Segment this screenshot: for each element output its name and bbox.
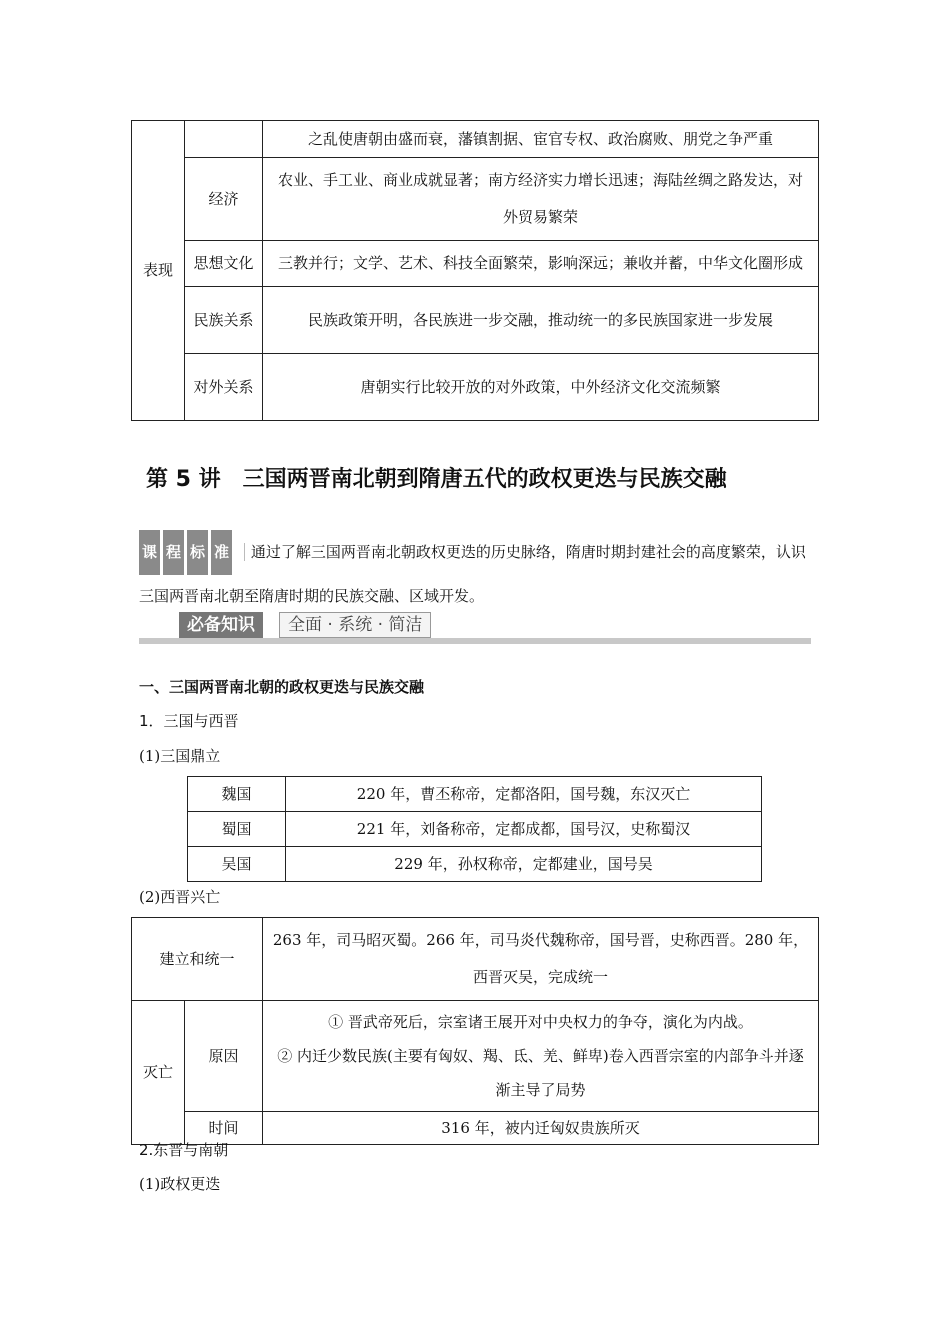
item-heading: (1)政权更迭	[139, 1175, 221, 1193]
section-heading: 一、三国两晋南北朝的政权更迭与民族交融	[139, 678, 425, 696]
top-table-row-content: 唐朝实行比较开放的对外政策，中外经济文化交流频繁	[263, 354, 819, 421]
kingdom-desc: 229 年，孙权称帝，定都建业，国号吴	[286, 847, 762, 882]
top-table	[131, 120, 819, 421]
top-table-row-content: 三教并行；文学、艺术、科技全面繁荣，影响深远；兼收并蓄，中华文化圈形成	[263, 241, 819, 287]
item-heading: (1)三国鼎立	[139, 747, 221, 765]
curriculum-label	[139, 543, 245, 561]
cause-item: ② 内迁少数民族(主要有匈奴、羯、氐、羌、鲜卑)卷入西晋宗室的内部争斗并逐渐主导了局势	[277, 1047, 804, 1099]
curriculum-label-char: 标	[187, 530, 208, 575]
kingdom-name: 蜀国	[188, 812, 286, 847]
top-table-row-label: 经济	[185, 158, 263, 241]
curriculum-standard	[139, 530, 811, 618]
kingdom-desc: 221 年，刘备称帝，定都成都，国号汉，史称蜀汉	[286, 812, 762, 847]
top-table-row-content: 民族政策开明，各民族进一步交融，推动统一的多民族国家进一步发展	[263, 287, 819, 354]
three-kingdoms-table	[187, 776, 762, 882]
time-text: 316 年，被内迁匈奴贵族所灭	[263, 1112, 819, 1145]
founding-text: 263 年，司马昭灭蜀。266 年，司马炎代魏称帝，国号晋，史称西晋。280 年，西晋灭吴，完成统一	[263, 918, 819, 1001]
item-heading: (2)西晋兴亡	[139, 888, 221, 906]
banner-sub-label: 全面 · 系统 · 简洁	[279, 612, 431, 638]
top-table-row-content: 农业、手工业、商业成就显著；南方经济实力增长迅速；海陆丝绸之路发达，对外贸易繁荣	[263, 158, 819, 241]
banner-bar	[139, 638, 811, 644]
fall-label: 灭亡	[132, 1001, 185, 1145]
cause-item: ① 晋武帝死后，宗室诸王展开对中央权力的争夺，演化为内战。	[328, 1013, 753, 1031]
cause-content	[263, 1001, 819, 1112]
kingdom-name: 魏国	[188, 777, 286, 812]
top-table-row-label: 民族关系	[185, 287, 263, 354]
curriculum-label-char: 准	[211, 530, 232, 575]
curriculum-text: 通过了解三国两晋南北朝政权更迭的历史脉络，隋唐时期封建社会的高度繁荣，认识三国两晋南北朝至隋唐时期的民族交融、区域开发。	[139, 543, 806, 605]
top-table-outer-label: 表现	[132, 121, 185, 421]
curriculum-label-char: 课	[139, 530, 160, 575]
western-jin-table	[131, 917, 819, 1145]
top-table-row-label	[185, 121, 263, 158]
founding-label: 建立和统一	[132, 918, 263, 1001]
subsection-heading: 2.东晋与南朝	[139, 1141, 229, 1159]
cause-label: 原因	[185, 1001, 263, 1112]
curriculum-label-char: 程	[163, 530, 184, 575]
top-table-row-label: 思想文化	[185, 241, 263, 287]
banner-main-label: 必备知识	[179, 612, 263, 638]
top-table-row-content: 之乱使唐朝由盛而衰，藩镇割据、宦官专权、政治腐败、朋党之争严重	[263, 121, 819, 158]
essential-knowledge-banner	[139, 612, 811, 644]
time-label: 时间	[185, 1112, 263, 1145]
top-table-row-label: 对外关系	[185, 354, 263, 421]
subsection-heading: 1．三国与西晋	[139, 712, 239, 730]
kingdom-desc: 220 年，曹丕称帝，定都洛阳，国号魏，东汉灭亡	[286, 777, 762, 812]
kingdom-name: 吴国	[188, 847, 286, 882]
lecture-title: 第 5 讲 三国两晋南北朝到隋唐五代的政权更迭与民族交融	[146, 467, 727, 492]
